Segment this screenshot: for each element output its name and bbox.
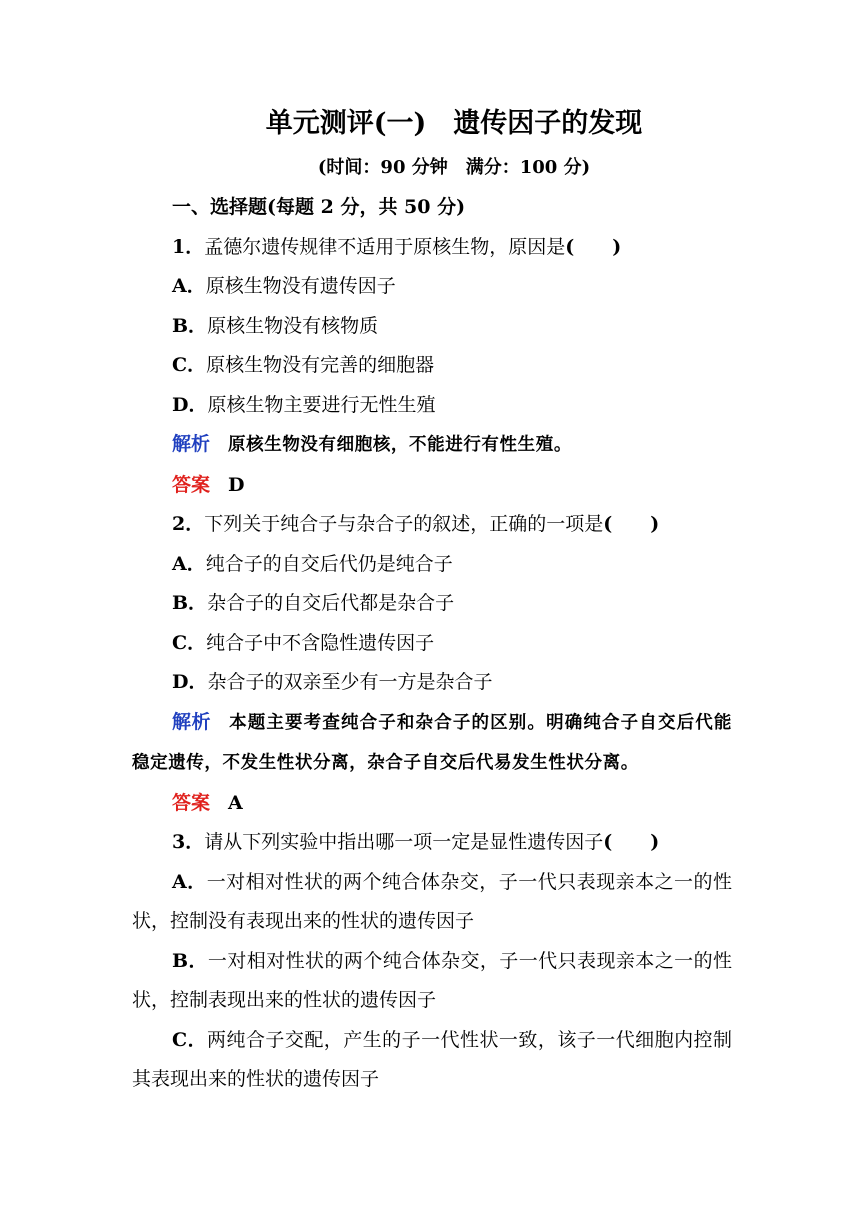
- option-key: A．: [172, 552, 206, 575]
- question-2-stem: [132, 505, 732, 545]
- section-heading: 一、选择题(每题 2 分，共 50 分): [172, 196, 466, 218]
- option-key: C．: [172, 1028, 208, 1051]
- question-2-option-a: [132, 545, 732, 585]
- question-2-analysis: [132, 703, 732, 784]
- question-2-answer: [132, 784, 732, 824]
- question-1-analysis: [132, 425, 732, 466]
- question-1-option-a: [132, 267, 732, 307]
- option-text: 原核生物没有遗传因子: [205, 275, 396, 297]
- document-page: [132, 100, 732, 1100]
- answer-blank: ( ): [603, 513, 660, 535]
- option-text: 杂合子的双亲至少有一方是杂合子: [207, 671, 493, 693]
- option-text: 原核生物没有核物质: [207, 314, 379, 337]
- option-key: A．: [172, 870, 207, 893]
- option-key: C．: [172, 631, 207, 654]
- option-text: 两纯合子交配，产生的子一代性状一致，该子一代细胞内控制其表现出来的性状的遗传因子: [132, 1028, 732, 1090]
- question-3-stem: [132, 823, 732, 863]
- question-1-stem: [132, 228, 732, 268]
- answer-value: A: [228, 791, 243, 814]
- answer-blank: ( ): [603, 831, 660, 853]
- answer-label: 答案: [172, 791, 211, 814]
- answer-label: 答案: [172, 473, 211, 496]
- option-text: 原核生物没有完善的细胞器: [206, 354, 435, 376]
- question-3-option-a: [132, 863, 732, 942]
- document-title: 单元测评(一) 遗传因子的发现: [265, 108, 643, 139]
- question-text: 请从下列实验中指出哪一项一定是显性遗传因子: [204, 831, 604, 853]
- analysis-text: 本题主要考查纯合子和杂合子的区别。明确纯合子自交后代能稳定遗传，不发生性状分离，杂合子自交后代易发生性状分离。: [132, 712, 732, 773]
- question-1-option-c: [132, 346, 732, 386]
- answer-blank: ( ): [565, 235, 622, 258]
- question-text: 孟德尔遗传规律不适用于原核生物，原因是: [204, 235, 566, 258]
- option-text: 一对相对性状的两个纯合体杂交，子一代只表现亲本之一的性状，控制表现出来的性状的遗传因子: [132, 949, 732, 1011]
- question-2-option-c: [132, 624, 732, 664]
- question-number: 1．: [172, 235, 205, 258]
- question-3-option-b: [132, 942, 732, 1021]
- option-text: 杂合子的自交后代都是杂合子: [207, 592, 455, 614]
- question-1-option-b: [132, 307, 732, 347]
- option-key: B．: [172, 949, 208, 972]
- option-key: A．: [172, 275, 206, 297]
- question-1-answer: [132, 466, 732, 506]
- document-subtitle: (时间：90 分钟 满分：100 分): [317, 157, 591, 178]
- analysis-label: 解析: [172, 433, 211, 455]
- question-1-option-d: [132, 386, 732, 426]
- question-2-option-b: [132, 584, 732, 624]
- option-key: C．: [172, 354, 207, 376]
- analysis-text: 原核生物没有细胞核，不能进行有性生殖。: [228, 435, 572, 455]
- answer-value: D: [228, 473, 245, 496]
- question-2-option-d: [132, 663, 732, 703]
- option-key: D．: [172, 671, 208, 693]
- analysis-label: 解析: [172, 710, 212, 733]
- option-key: B．: [172, 592, 208, 614]
- question-3-option-c: [132, 1021, 732, 1100]
- option-key: D．: [172, 393, 208, 416]
- question-text: 下列关于纯合子与杂合子的叙述，正确的一项是: [204, 513, 604, 535]
- question-number: 3．: [172, 831, 205, 853]
- option-text: 一对相对性状的两个纯合体杂交，子一代只表现亲本之一的性状，控制没有表现出来的性状的遗传因子: [132, 870, 732, 932]
- option-text: 纯合子中不含隐性遗传因子: [206, 631, 435, 654]
- option-key: B．: [172, 314, 208, 337]
- option-text: 纯合子的自交后代仍是纯合子: [205, 552, 453, 575]
- option-text: 原核生物主要进行无性生殖: [207, 393, 436, 416]
- question-number: 2．: [172, 513, 205, 535]
